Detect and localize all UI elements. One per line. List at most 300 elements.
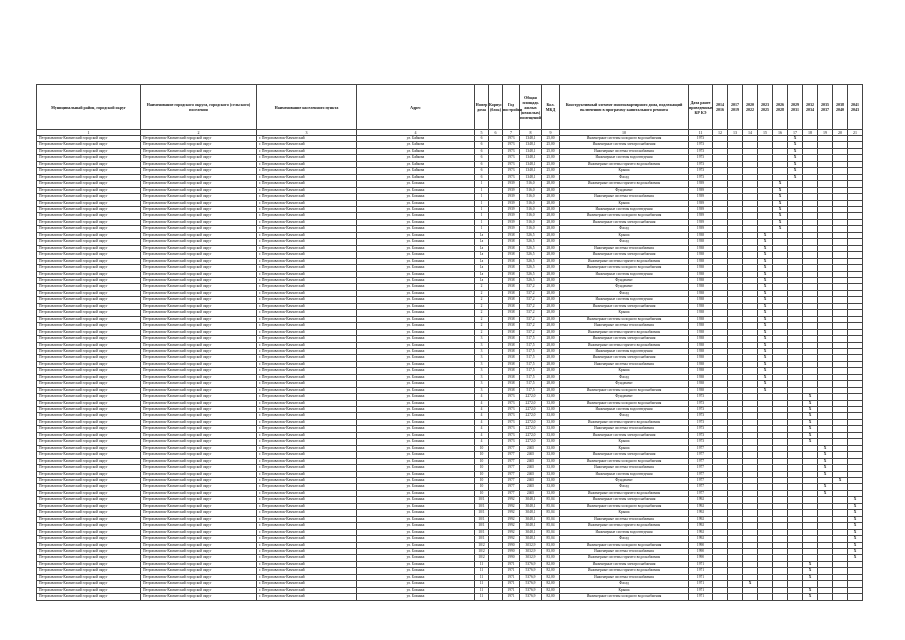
cell-house-number: 2 <box>475 297 489 303</box>
cell-district: Петропавловск-Камчатский городской округ <box>37 549 141 555</box>
cell-last-repair-date: 1939 <box>689 219 713 225</box>
cell-year-built: 1992 <box>503 529 520 535</box>
cell-district: Петропавловск-Камчатский городской округ <box>37 400 141 406</box>
cell-year-built: 1992 <box>503 503 520 509</box>
cell-district: Петропавловск-Камчатский городской округ <box>37 355 141 361</box>
cell-settlement: Петропавловск-Камчатский городской округ <box>141 387 257 393</box>
cell-house-number: 3 <box>475 374 489 380</box>
cell-last-repair-date: 1973 <box>689 394 713 400</box>
column-number: 3 <box>257 130 357 136</box>
cell-structural-element: Инженерные системы водоотведения <box>560 297 689 303</box>
cell-period-mark: X <box>803 400 818 406</box>
cell-area: 2272,0 <box>520 419 542 425</box>
cell-area: 517,5 <box>520 381 542 387</box>
cell-area: 2272,0 <box>520 407 542 413</box>
cell-address: ул. Бохняка <box>357 471 475 477</box>
column-number: 17 <box>788 130 803 136</box>
cell-locality: г. Петропавловск-Камчатский <box>257 419 357 425</box>
cell-house-number: 10/1 <box>475 536 489 542</box>
cell-district: Петропавловск-Камчатский городской округ <box>37 574 141 580</box>
cell-settlement: Петропавловск-Камчатский городской округ <box>141 155 257 161</box>
cell-mkd-count: 28,00 <box>542 387 560 393</box>
column-header: 2023 2025 <box>758 85 773 130</box>
column-number: 4 <box>357 130 475 136</box>
cell-house-number: 6 <box>475 168 489 174</box>
column-header: Корпус (блок) <box>489 85 503 130</box>
cell-structural-element: Инженерные системы холодного водоснабжения <box>560 387 689 393</box>
cell-address: ул. Бохняка <box>357 542 475 548</box>
cell-district: Петропавловск-Камчатский городской округ <box>37 336 141 342</box>
cell-house-number: 11 <box>475 587 489 593</box>
cell-address: ул. Бохняка <box>357 226 475 232</box>
cell-address: ул. Бохняка <box>357 555 475 561</box>
cell-area: 5376,9 <box>520 587 542 593</box>
cell-last-repair-date: 1973 <box>689 400 713 406</box>
cell-locality: г. Петропавловск-Камчатский <box>257 445 357 451</box>
cell-locality: г. Петропавловск-Камчатский <box>257 161 357 167</box>
column-header: Адрес <box>357 85 475 130</box>
cell-address: ул. Бохняка <box>357 516 475 522</box>
cell-address: ул. Бохняка <box>357 232 475 238</box>
cell-mkd-count: 25,00 <box>542 168 560 174</box>
cell-district: Петропавловск-Камчатский городской округ <box>37 587 141 593</box>
cell-address: ул. Бохняка <box>357 277 475 283</box>
cell-last-repair-date: 1992 <box>689 536 713 542</box>
cell-house-number: 3 <box>475 361 489 367</box>
cell-structural-element: Инженерные системы теплоснабжения <box>560 574 689 580</box>
cell-period-mark: X <box>848 549 863 555</box>
cell-locality: г. Петропавловск-Камчатский <box>257 536 357 542</box>
cell-structural-element: Фасад <box>560 174 689 180</box>
cell-period-mark: X <box>818 465 833 471</box>
cell-period-mark: X <box>758 342 773 348</box>
cell-structural-element: Фасад <box>560 484 689 490</box>
cell-year-built: 1992 <box>503 516 520 522</box>
cell-house-number: 10/2 <box>475 549 489 555</box>
cell-structural-element: Инженерные системы горячего водоснабжения <box>560 568 689 574</box>
cell-mkd-count: 85,04 <box>542 523 560 529</box>
capital-repair-program-table-container <box>36 84 862 601</box>
cell-last-repair-date: 1992 <box>689 497 713 503</box>
cell-mkd-count: 85,04 <box>542 536 560 542</box>
cell-district: Петропавловск-Камчатский городской округ <box>37 490 141 496</box>
cell-year-built: 1938 <box>503 258 520 264</box>
cell-last-repair-date: 1939 <box>689 194 713 200</box>
cell-settlement: Петропавловск-Камчатский городской округ <box>141 542 257 548</box>
column-number: 2 <box>141 130 257 136</box>
cell-district: Петропавловск-Камчатский городской округ <box>37 168 141 174</box>
cell-house-number: 10/2 <box>475 555 489 561</box>
cell-area: 2465 <box>520 490 542 496</box>
cell-district: Петропавловск-Камчатский городской округ <box>37 284 141 290</box>
cell-period-mark: X <box>758 284 773 290</box>
cell-address: ул. Бохняка <box>357 368 475 374</box>
cell-settlement: Петропавловск-Камчатский городской округ <box>141 258 257 264</box>
cell-house-number: 3 <box>475 336 489 342</box>
cell-period-mark: X <box>803 561 818 567</box>
cell-area: 1348,1 <box>520 142 542 148</box>
cell-district: Петропавловск-Камчатский городской округ <box>37 226 141 232</box>
cell-house-number: 3 <box>475 355 489 361</box>
cell-mkd-count: 28,00 <box>542 245 560 251</box>
cell-locality: г. Петропавловск-Камчатский <box>257 194 357 200</box>
cell-locality: г. Петропавловск-Камчатский <box>257 458 357 464</box>
cell-area: 1348,1 <box>520 155 542 161</box>
cell-address: ул. Байкова <box>357 136 475 142</box>
cell-area: 1348,1 <box>520 168 542 174</box>
cell-address: ул. Бохняка <box>357 258 475 264</box>
cell-house-number: 3 <box>475 368 489 374</box>
cell-locality: г. Петропавловск-Камчатский <box>257 342 357 348</box>
cell-year-built: 1939 <box>503 206 520 212</box>
cell-settlement: Петропавловск-Камчатский городской округ <box>141 303 257 309</box>
cell-year-built: 1973 <box>503 148 520 154</box>
cell-year-built: 1977 <box>503 458 520 464</box>
cell-house-number: 10/2 <box>475 542 489 548</box>
cell-district: Петропавловск-Камчатский городской округ <box>37 187 141 193</box>
cell-last-repair-date: 1977 <box>689 490 713 496</box>
cell-settlement: Петропавловск-Камчатский городской округ <box>141 174 257 180</box>
cell-structural-element: Инженерные системы электроснабжения <box>560 303 689 309</box>
cell-period-mark: X <box>803 413 818 419</box>
cell-structural-element: Инженерные системы водоотведения <box>560 271 689 277</box>
cell-mkd-count: 28,00 <box>542 277 560 283</box>
cell-last-repair-date: 1939 <box>689 206 713 212</box>
cell-last-repair-date: 1973 <box>689 161 713 167</box>
cell-house-number: 1 <box>475 226 489 232</box>
cell-mkd-count: 28,00 <box>542 181 560 187</box>
cell-last-repair-date: 1971 <box>689 561 713 567</box>
cell-period-mark: X <box>803 426 818 432</box>
cell-locality: г. Петропавловск-Камчатский <box>257 245 357 251</box>
cell-mkd-count: 28,00 <box>542 368 560 374</box>
cell-mkd-count: 83,00 <box>542 555 560 561</box>
cell-district: Петропавловск-Камчатский городской округ <box>37 213 141 219</box>
cell-locality: г. Петропавловск-Камчатский <box>257 206 357 212</box>
cell-house-number: 6 <box>475 155 489 161</box>
cell-period-mark: X <box>758 374 773 380</box>
cell-address: ул. Бохняка <box>357 219 475 225</box>
cell-district: Петропавловск-Камчатский городской округ <box>37 174 141 180</box>
cell-mkd-count: 28,00 <box>542 200 560 206</box>
cell-address: ул. Бохняка <box>357 419 475 425</box>
cell-locality: г. Петропавловск-Камчатский <box>257 265 357 271</box>
cell-district: Петропавловск-Камчатский городской округ <box>37 316 141 322</box>
cell-house-number: 1а <box>475 245 489 251</box>
cell-house-number: 11 <box>475 568 489 574</box>
cell-structural-element: Инженерные системы теплоснабжения <box>560 465 689 471</box>
cell-period-mark: X <box>758 361 773 367</box>
cell-period-mark: X <box>773 213 788 219</box>
cell-structural-element: Инженерные системы горячего водоснабжения <box>560 490 689 496</box>
cell-year-built: 1973 <box>503 168 520 174</box>
cell-period-mark: X <box>848 536 863 542</box>
cell-house-number: 10/1 <box>475 503 489 509</box>
cell-settlement: Петропавловск-Камчатский городской округ <box>141 458 257 464</box>
cell-district: Петропавловск-Камчатский городской округ <box>37 542 141 548</box>
cell-locality: г. Петропавловск-Камчатский <box>257 252 357 258</box>
column-header: Год постройки <box>503 85 520 130</box>
cell-area: 5376,9 <box>520 561 542 567</box>
cell-last-repair-date: 1938 <box>689 342 713 348</box>
cell-last-repair-date: 1990 <box>689 549 713 555</box>
cell-period-mark <box>743 594 758 600</box>
cell-house-number: 1а <box>475 277 489 283</box>
cell-locality: г. Петропавловск-Камчатский <box>257 213 357 219</box>
cell-mkd-count: 28,00 <box>542 271 560 277</box>
cell-settlement: Петропавловск-Камчатский городской округ <box>141 336 257 342</box>
cell-last-repair-date: 1973 <box>689 148 713 154</box>
cell-locality: г. Петропавловск-Камчатский <box>257 329 357 335</box>
cell-last-repair-date: 1938 <box>689 336 713 342</box>
cell-last-repair-date: 1938 <box>689 265 713 271</box>
cell-address: ул. Бохняка <box>357 568 475 574</box>
cell-year-built: 1938 <box>503 316 520 322</box>
cell-year-built: 1973 <box>503 136 520 142</box>
cell-last-repair-date: 1973 <box>689 142 713 148</box>
cell-locality: г. Петропавловск-Камчатский <box>257 258 357 264</box>
cell-address: ул. Бохняка <box>357 587 475 593</box>
cell-settlement: Петропавловск-Камчатский городской округ <box>141 510 257 516</box>
cell-structural-element: Инженерные системы электроснабжения <box>560 432 689 438</box>
cell-structural-element: Крыша <box>560 510 689 516</box>
cell-structural-element: Крыша <box>560 310 689 316</box>
cell-structural-element: Инженерные системы горячего водоснабжения <box>560 258 689 264</box>
cell-year-built: 1973 <box>503 155 520 161</box>
cell-district: Петропавловск-Камчатский городской округ <box>37 413 141 419</box>
cell-district: Петропавловск-Камчатский городской округ <box>37 594 141 600</box>
cell-settlement: Петропавловск-Камчатский городской округ <box>141 587 257 593</box>
cell-period-mark <box>773 594 788 600</box>
cell-year-built: 1938 <box>503 252 520 258</box>
cell-mkd-count: 33,00 <box>542 426 560 432</box>
cell-locality: г. Петропавловск-Камчатский <box>257 490 357 496</box>
cell-period-mark: X <box>743 581 758 587</box>
cell-settlement: Петропавловск-Камчатский городской округ <box>141 310 257 316</box>
cell-period-mark: X <box>848 555 863 561</box>
cell-address: ул. Бохняка <box>357 265 475 271</box>
cell-address: ул. Бохняка <box>357 303 475 309</box>
cell-district: Петропавловск-Камчатский городской округ <box>37 432 141 438</box>
cell-period-mark: X <box>803 594 818 600</box>
cell-settlement: Петропавловск-Камчатский городской округ <box>141 213 257 219</box>
cell-last-repair-date: 1938 <box>689 284 713 290</box>
cell-period-mark <box>713 594 728 600</box>
cell-last-repair-date: 1992 <box>689 510 713 516</box>
cell-locality: г. Петропавловск-Камчатский <box>257 497 357 503</box>
cell-district: Петропавловск-Камчатский городской округ <box>37 290 141 296</box>
cell-last-repair-date: 1973 <box>689 155 713 161</box>
cell-house-number: 10/1 <box>475 510 489 516</box>
cell-period-mark: X <box>803 419 818 425</box>
cell-address: ул. Бохняка <box>357 452 475 458</box>
cell-locality: г. Петропавловск-Камчатский <box>257 542 357 548</box>
cell-period-mark: X <box>788 161 803 167</box>
cell-structural-element: Инженерные системы теплоснабжения <box>560 194 689 200</box>
cell-settlement: Петропавловск-Камчатский городской округ <box>141 452 257 458</box>
cell-district: Петропавловск-Камчатский городской округ <box>37 555 141 561</box>
cell-settlement: Петропавловск-Камчатский городской округ <box>141 432 257 438</box>
cell-area: 5376,9 <box>520 574 542 580</box>
cell-year-built: 1939 <box>503 226 520 232</box>
cell-mkd-count: 83,00 <box>542 549 560 555</box>
cell-address: ул. Бохняка <box>357 284 475 290</box>
cell-locality: г. Петропавловск-Камчатский <box>257 581 357 587</box>
cell-area: 1348,1 <box>520 161 542 167</box>
cell-district: Петропавловск-Камчатский городской округ <box>37 471 141 477</box>
cell-house-number: 11 <box>475 581 489 587</box>
cell-locality: г. Петропавловск-Камчатский <box>257 303 357 309</box>
cell-mkd-count: 25,00 <box>542 174 560 180</box>
cell-settlement: Петропавловск-Камчатский городской округ <box>141 161 257 167</box>
cell-district: Петропавловск-Камчатский городской округ <box>37 297 141 303</box>
cell-area: 3048,1 <box>520 497 542 503</box>
cell-settlement: Петропавловск-Камчатский городской округ <box>141 561 257 567</box>
cell-mkd-count: 28,00 <box>542 348 560 354</box>
cell-area: 526,5 <box>520 239 542 245</box>
cell-area: 517,5 <box>520 361 542 367</box>
cell-year-built: 1977 <box>503 465 520 471</box>
cell-period-mark: X <box>848 542 863 548</box>
cell-house-number: 10 <box>475 452 489 458</box>
cell-mkd-count: 33,00 <box>542 413 560 419</box>
cell-address: ул. Бохняка <box>357 413 475 419</box>
cell-last-repair-date: 1938 <box>689 271 713 277</box>
cell-district: Петропавловск-Камчатский городской округ <box>37 529 141 535</box>
cell-area: 2272,0 <box>520 413 542 419</box>
cell-area: 516,0 <box>520 226 542 232</box>
cell-year-built: 1939 <box>503 187 520 193</box>
cell-settlement: Петропавловск-Камчатский городской округ <box>141 342 257 348</box>
cell-locality: г. Петропавловск-Камчатский <box>257 394 357 400</box>
cell-year-built: 1971 <box>503 594 520 600</box>
cell-block <box>489 594 503 600</box>
cell-house-number: 10 <box>475 445 489 451</box>
cell-mkd-count: 28,00 <box>542 303 560 309</box>
cell-locality: г. Петропавловск-Камчатский <box>257 200 357 206</box>
cell-period-mark: X <box>848 523 863 529</box>
cell-last-repair-date: 1971 <box>689 587 713 593</box>
cell-settlement: Петропавловск-Камчатский городской округ <box>141 419 257 425</box>
cell-last-repair-date: 1938 <box>689 245 713 251</box>
cell-structural-element: Инженерные системы теплоснабжения <box>560 323 689 329</box>
cell-settlement: Петропавловск-Камчатский городской округ <box>141 549 257 555</box>
cell-settlement: Петропавловск-Камчатский городской округ <box>141 284 257 290</box>
cell-mkd-count: 28,00 <box>542 219 560 225</box>
column-header: Кол. МКД <box>542 85 560 130</box>
column-number: 6 <box>489 130 503 136</box>
cell-area: 516,0 <box>520 206 542 212</box>
cell-settlement: Петропавловск-Камчатский городской округ <box>141 219 257 225</box>
cell-area: 537,2 <box>520 297 542 303</box>
cell-year-built: 1938 <box>503 245 520 251</box>
cell-address: ул. Бохняка <box>357 400 475 406</box>
cell-last-repair-date: 1973 <box>689 413 713 419</box>
column-header: 2041 2043 <box>848 85 863 130</box>
cell-address: ул. Бохняка <box>357 490 475 496</box>
cell-last-repair-date: 1938 <box>689 277 713 283</box>
cell-address: ул. Байкова <box>357 168 475 174</box>
cell-period-mark: X <box>773 226 788 232</box>
cell-year-built: 1990 <box>503 542 520 548</box>
cell-house-number: 1а <box>475 265 489 271</box>
cell-period-mark: X <box>758 232 773 238</box>
cell-settlement: Петропавловск-Камчатский городской округ <box>141 136 257 142</box>
cell-area: 2272,0 <box>520 394 542 400</box>
cell-address: ул. Бохняка <box>357 432 475 438</box>
cell-period-mark: X <box>758 245 773 251</box>
cell-structural-element: Фасад <box>560 536 689 542</box>
cell-period-mark: X <box>758 316 773 322</box>
column-header: 2014 2016 <box>713 85 728 130</box>
cell-structural-element: Крыша <box>560 168 689 174</box>
cell-year-built: 1992 <box>503 523 520 529</box>
cell-area: 3048,1 <box>520 536 542 542</box>
cell-area: 2465 <box>520 465 542 471</box>
cell-locality: г. Петропавловск-Камчатский <box>257 413 357 419</box>
cell-year-built: 1938 <box>503 303 520 309</box>
cell-mkd-count: 82,00 <box>542 574 560 580</box>
cell-period-mark: X <box>818 471 833 477</box>
cell-area: 1348,1 <box>520 174 542 180</box>
cell-address: ул. Бохняка <box>357 445 475 451</box>
cell-year-built: 1973 <box>503 161 520 167</box>
cell-last-repair-date: 1977 <box>689 478 713 484</box>
cell-locality: г. Петропавловск-Камчатский <box>257 368 357 374</box>
cell-area: 3048,1 <box>520 510 542 516</box>
cell-address: ул. Бохняка <box>357 355 475 361</box>
cell-mkd-count: 33,00 <box>542 432 560 438</box>
cell-year-built: 1938 <box>503 271 520 277</box>
cell-house-number: 1а <box>475 239 489 245</box>
cell-locality: г. Петропавловск-Камчатский <box>257 290 357 296</box>
cell-locality: г. Петропавловск-Камчатский <box>257 549 357 555</box>
cell-settlement: Петропавловск-Камчатский городской округ <box>141 361 257 367</box>
cell-address: ул. Бохняка <box>357 561 475 567</box>
cell-house-number: 10 <box>475 465 489 471</box>
cell-period-mark: X <box>758 277 773 283</box>
cell-year-built: 1973 <box>503 413 520 419</box>
cell-area: 517,5 <box>520 387 542 393</box>
cell-house-number: 10/1 <box>475 529 489 535</box>
column-number: 21 <box>848 130 863 136</box>
cell-settlement: Петропавловск-Камчатский городской округ <box>141 581 257 587</box>
cell-last-repair-date: 1938 <box>689 239 713 245</box>
cell-house-number: 2 <box>475 323 489 329</box>
cell-district: Петропавловск-Камчатский городской округ <box>37 503 141 509</box>
cell-mkd-count: 28,00 <box>542 316 560 322</box>
cell-locality: г. Петропавловск-Камчатский <box>257 516 357 522</box>
cell-structural-element: Фундамент <box>560 284 689 290</box>
cell-last-repair-date: 1938 <box>689 381 713 387</box>
cell-last-repair-date: 1977 <box>689 471 713 477</box>
cell-period-mark: X <box>758 310 773 316</box>
cell-structural-element: Инженерные системы водоотведения <box>560 407 689 413</box>
cell-district: Петропавловск-Камчатский городской округ <box>37 219 141 225</box>
cell-year-built: 1971 <box>503 561 520 567</box>
cell-year-built: 1973 <box>503 439 520 445</box>
cell-settlement: Петропавловск-Камчатский городской округ <box>141 381 257 387</box>
cell-mkd-count: 33,00 <box>542 465 560 471</box>
cell-address: ул. Бохняка <box>357 342 475 348</box>
cell-period-mark: X <box>758 336 773 342</box>
cell-area: 1348,1 <box>520 136 542 142</box>
cell-period-mark: X <box>848 510 863 516</box>
cell-mkd-count: 25,00 <box>542 148 560 154</box>
cell-settlement: Петропавловск-Камчатский городской округ <box>141 187 257 193</box>
cell-year-built: 1938 <box>503 342 520 348</box>
cell-mkd-count: 85,04 <box>542 510 560 516</box>
